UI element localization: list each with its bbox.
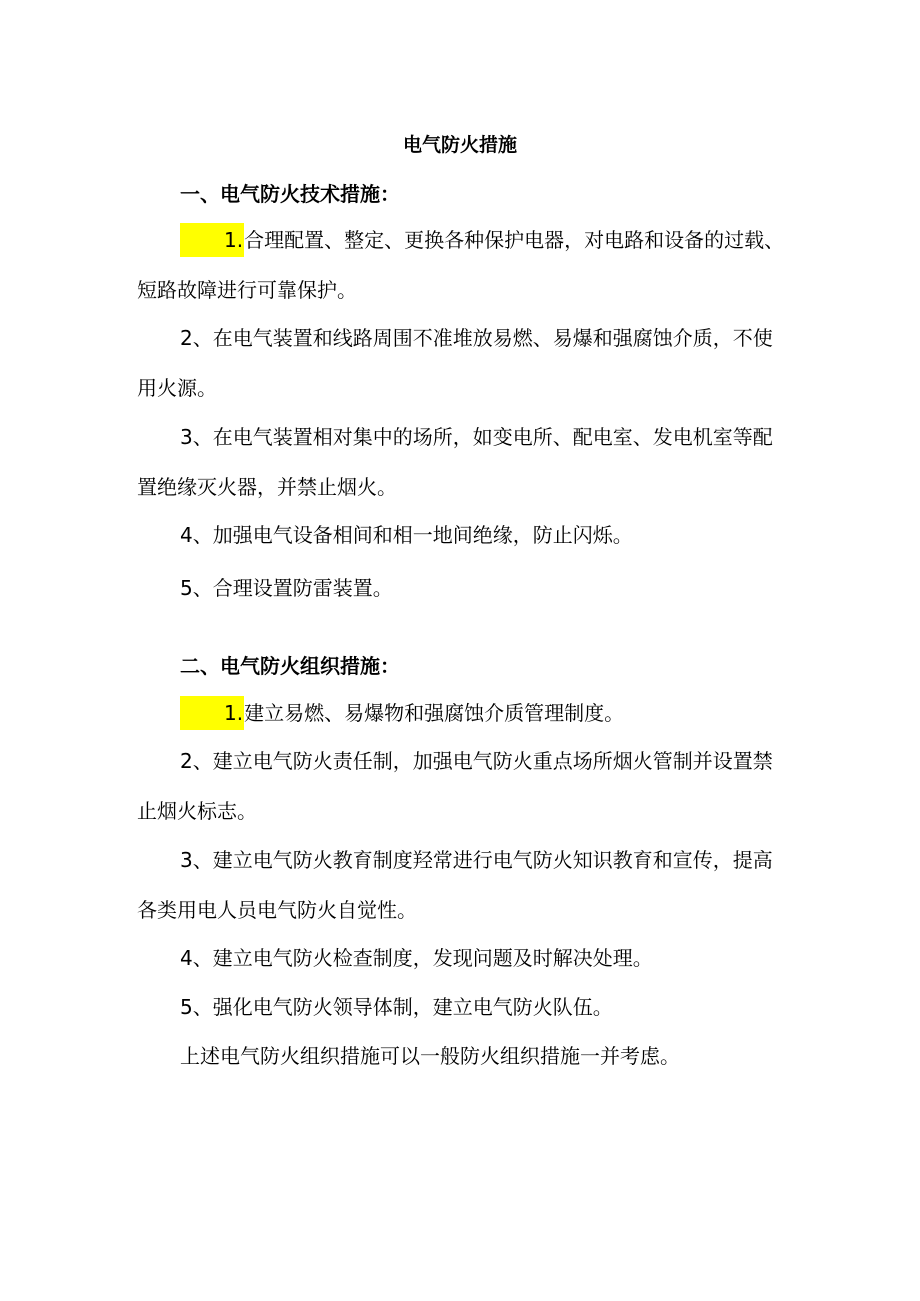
item-number: 3、 — [180, 425, 213, 449]
item-text: 合理配置、整定、更换各种保护电器，对电路和设备的过载、短路故障进行可靠保护。 — [137, 228, 785, 302]
item-text: 建立电气防火责任制，加强电气防火重点场所烟火管制并设置禁止烟火标志。 — [137, 749, 773, 823]
section-heading-organizational: 二、电气防火组织措施： — [180, 654, 400, 678]
item-number: 4、 — [180, 946, 213, 970]
item-number: 1. — [180, 696, 244, 730]
item-text: 加强电气设备相间和相一地间绝缘，防止闪烁。 — [212, 523, 633, 547]
item-text: 在电气装置相对集中的场所，如变电所、配电室、发电机室等配置绝缘灭火器，并禁止烟火。 — [137, 425, 773, 499]
item-number: 5、 — [180, 576, 213, 600]
closing-paragraph: 上述电气防火组织措施可以一般防火组织措施一并考虑。 — [180, 1044, 680, 1068]
item-text: 建立电气防火教育制度羟常进行电气防火知识教育和宣传，提高各类用电人员电气防火自觉性。 — [137, 848, 773, 922]
list-item — [137, 215, 787, 315]
item-number: 3、 — [180, 848, 213, 872]
list-item — [137, 563, 787, 613]
list-item — [137, 688, 787, 738]
item-text: 建立易燃、易爆物和强腐蚀介质管理制度。 — [244, 701, 625, 725]
item-number: 5、 — [180, 995, 213, 1019]
item-text: 建立电气防火检查制度，发现问题及时解决处理。 — [212, 946, 653, 970]
list-item — [137, 510, 787, 560]
item-number: 2、 — [180, 326, 213, 350]
list-item — [137, 835, 787, 935]
list-item — [137, 313, 787, 413]
document-title: 电气防火措施 — [402, 134, 517, 156]
item-text: 合理设置防雷装置。 — [212, 576, 393, 600]
list-item — [137, 736, 787, 836]
section-heading-technical: 一、电气防火技术措施： — [180, 182, 400, 206]
list-item — [137, 933, 787, 983]
item-text: 在电气装置和线路周围不准堆放易燃、易爆和强腐蚀介质，不使用火源。 — [137, 326, 773, 400]
list-item — [137, 982, 787, 1032]
item-number: 1. — [180, 223, 244, 257]
item-number: 2、 — [180, 749, 213, 773]
list-item — [137, 412, 787, 512]
item-text: 强化电气防火领导体制，建立电气防火队伍。 — [212, 995, 613, 1019]
item-number: 4、 — [180, 523, 213, 547]
